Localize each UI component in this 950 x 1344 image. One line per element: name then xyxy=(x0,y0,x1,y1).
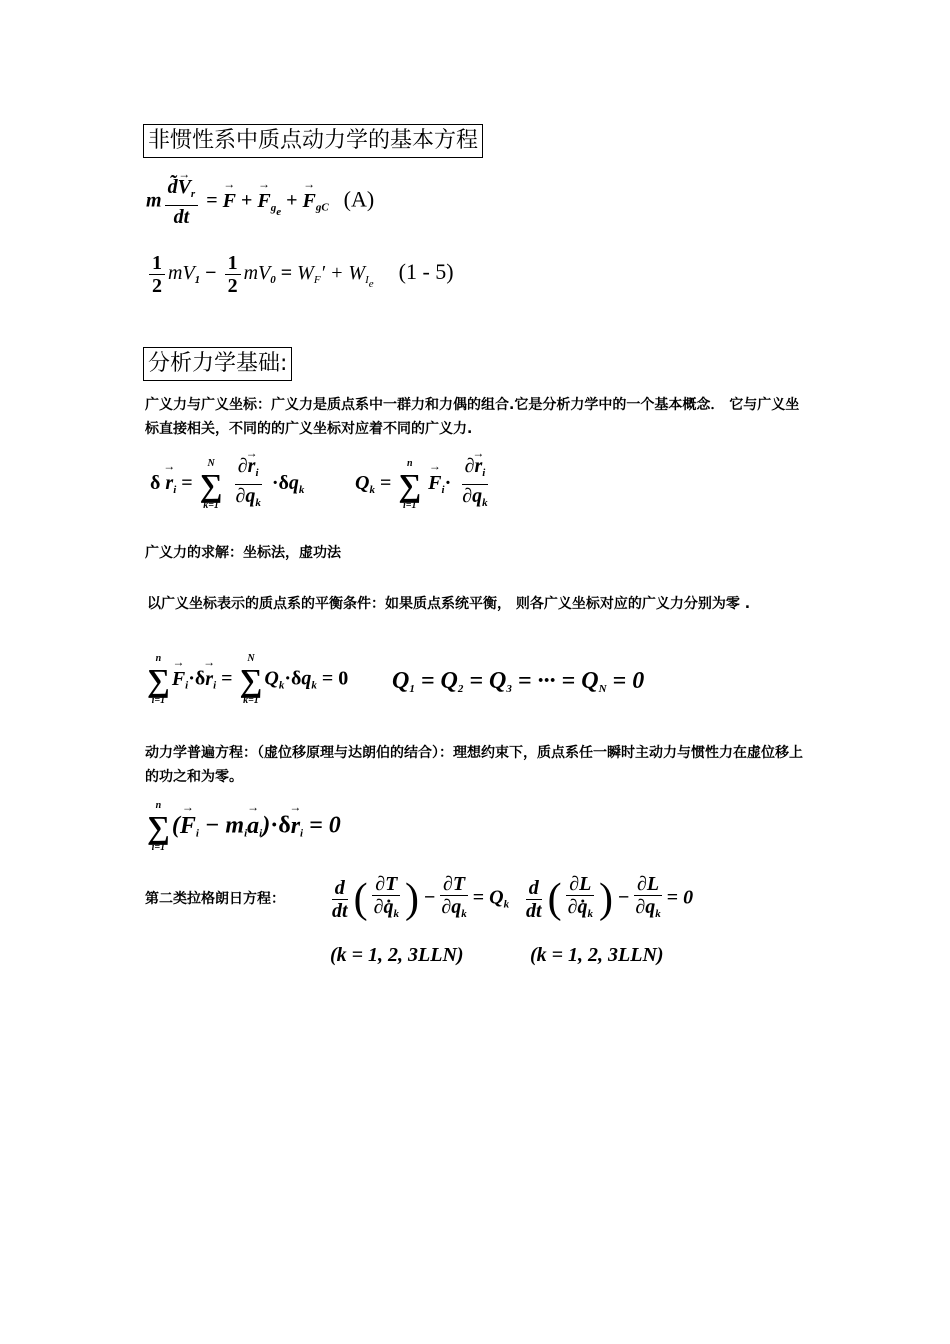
equation-1-5-label: (1 - 5) xyxy=(398,259,454,285)
paragraph-equilibrium: 以广义坐标表示的质点系的平衡条件：如果质点系统平衡， 则各广义坐标对应的广义力分别为零 . xyxy=(147,596,751,612)
equation-virtual-displacement: $\delta \to r_i$ = N ∑ k=1 $\frac{\partial\to r_i}{\partial q_k}$ $\cdot\delta q_k$ xyxy=(150,455,304,514)
paragraph-generalized-force: 广义力与广义坐标：广义力是质点系中一群力和力偶的组合.它是分析力学中的一个基本概念． 它与广义坐标直接相关，不同的的广义坐标对应着不同的广义力. xyxy=(145,397,800,437)
section-title-analytical: 分析力学基础: xyxy=(143,347,292,381)
equation-lagrange-t: $\frac{d}{dt}$ ( $\frac{\partial T}{\partial q̇_k}$ ) − $\frac{\partial T}{\partial q_k}$ = $Q_k$ xyxy=(332,873,510,922)
lagrange-index-1: (k = 1, 2, 3LLN) xyxy=(330,944,464,966)
paragraph-solving-method: 广义力的求解：坐标法，虚功法 xyxy=(145,545,341,561)
lagrange-index-2: (k = 1, 2, 3LLN) xyxy=(530,944,664,966)
equation-1-5: $\frac{1}{2}$ $mV_1$ − $\frac{1}{2}$ $mV_0 = W_F' + W_{I_e}$ (1 - 5) xyxy=(146,252,454,297)
equation-equilibrium-zero: $Q_1 = Q_2 = Q_3$ = ··· = $Q_N = 0$ xyxy=(392,668,645,695)
paragraph-dalembert: 动力学普遍方程：（虚位移原理与达朗伯的结合）：理想约束下，质点系任一瞬时主动力与惯性力在虚位移上的功之和为零。 xyxy=(145,745,803,785)
paragraph-lagrange-label: 第二类拉格朗日方程： xyxy=(145,891,285,907)
section-title-noninertial: 非惯性系中质点动力学的基本方程 xyxy=(143,124,483,158)
equation-general-dynamics: n ∑ i=1 (→ $F_i - m_i\to a_i)\cdot\delta\to r_i = 0$ xyxy=(145,800,341,854)
equation-equilibrium-sum: n ∑ i=1 → $F_i\cdot\delta\to r_i$ = N ∑ k=1 $Q_k\cdot\delta q_k = 0$ xyxy=(145,653,348,707)
equation-generalized-force: $Q_k$ = n ∑ i=1 → $F_i\cdot$ $\frac{\partial\to r_i}{\partial q_k}$ xyxy=(355,455,494,514)
equation-a-label: (A) xyxy=(343,186,375,212)
equation-a: m $\frac{d̃\to V_r}{dt}$ = → F + → $F_{g_e}$ + → $F_{gC}$ (A) xyxy=(146,176,374,228)
equation-lagrange-l: $\frac{d}{dt}$ ( $\frac{\partial L}{\partial q̇_k}$ ) − $\frac{\partial L}{\partial q_k}$ = 0 xyxy=(526,873,694,922)
